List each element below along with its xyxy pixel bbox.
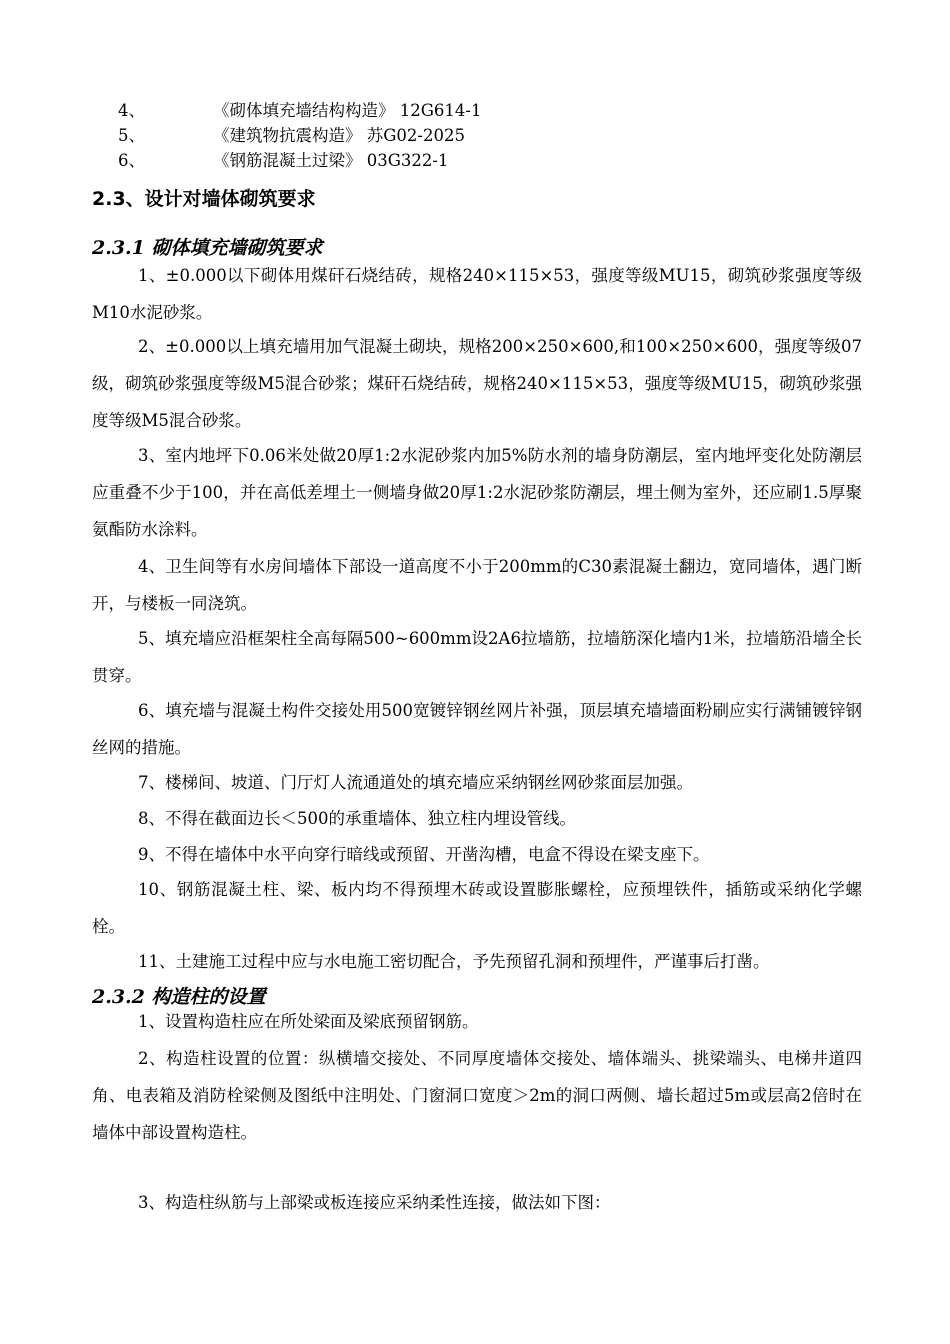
paragraph-item-1: 1、设置构造柱应在所处梁面及梁底预留钢筋。 (138, 1012, 479, 1031)
reference-number: 4、 (118, 101, 145, 120)
paragraph-item-2: 2、±0.000以上填充墙用加气混凝土砌块，规格200×250×600,和100×250×600，强度等级07级，砌筑砂浆强度等级M5混合砂浆；煤矸石烧结砖，规格240×115×53，强度等级MU15，砌筑砂浆强度等级M5混合砂浆。 (92, 337, 862, 430)
paragraph-item-10: 10、钢筋混凝土柱、梁、板内均不得预埋木砖或设置膨胀螺栓，应预埋铁件，插筋或采纳化学螺栓。 (92, 880, 862, 936)
paragraph-item-6: 6、填充墙与混凝土构件交接处用500宽镀锌钢丝网片补强，顶层填充墙墙面粉刷应实行满铺镀锌钢丝网的措施。 (92, 701, 862, 757)
reference-item (118, 151, 449, 171)
reference-number: 6、 (118, 151, 145, 170)
paragraph-item-11: 11、土建施工过程中应与水电施工密切配合，予先预留孔洞和预埋件，严谨事后打凿。 (138, 952, 770, 971)
paragraph-item-8: 8、不得在截面边长＜500的承重墙体、独立柱内埋设管线。 (138, 809, 576, 828)
reference-item (118, 101, 482, 121)
paragraph-item-2: 2、构造柱设置的位置：纵横墙交接处、不同厚度墙体交接处、墙体端头、挑梁端头、电梯井道四角、电表箱及消防栓梁侧及图纸中注明处、门窗洞口宽度＞2m的洞口两侧、墙长超过5m或层高2倍时在墙体中部设置构造柱。 (92, 1049, 862, 1142)
reference-number: 5、 (118, 126, 145, 145)
paragraph-item-3: 3、室内地坪下0.06米处做20厚1:2水泥砂浆内加5%防水剂的墙身防潮层，室内地坪变化处防潮层应重叠不少于100，并在高低差埋土一侧墙身做20厚1:2水泥砂浆防潮层，埋土侧为室外，还应刷1.5厚聚氨酯防水涂料。 (92, 446, 862, 539)
paragraph-item-3: 3、构造柱纵筋与上部梁或板连接应采纳柔性连接，做法如下图： (138, 1193, 611, 1212)
paragraph-item-9: 9、不得在墙体中水平向穿行暗线或预留、开凿沟槽，电盒不得设在梁支座下。 (138, 845, 710, 864)
paragraph-item-1: 1、±0.000以下砌体用煤矸石烧结砖，规格240×115×53，强度等级MU15，砌筑砂浆强度等级M10水泥砂浆。 (92, 266, 862, 322)
section-heading-2-3-1: 2.3.1 砌体填充墙砌筑要求 (92, 237, 323, 259)
paragraph-item-4: 4、卫生间等有水房间墙体下部设一道高度不小于200mm的C30素混凝土翻边，宽同墙体，遇门断开，与楼板一同浇筑。 (92, 557, 862, 613)
paragraph-item-7: 7、楼梯间、坡道、门厅灯人流通道处的填充墙应采纳钢丝网砂浆面层加强。 (138, 773, 693, 792)
reference-item (118, 126, 465, 146)
reference-text: 《砌体填充墙结构构造》 12G614-1 (213, 101, 482, 120)
reference-text: 《钢筋混凝土过梁》 03G322-1 (213, 151, 449, 170)
section-heading-2-3: 2.3、设计对墙体砌筑要求 (92, 188, 316, 210)
reference-text: 《建筑物抗震构造》 苏G02-2025 (213, 126, 465, 145)
section-heading-2-3-2: 2.3.2 构造柱的设置 (92, 986, 266, 1008)
paragraph-item-5: 5、填充墙应沿框架柱全高每隔500~600mm设2A6拉墙筋，拉墙筋深化墙内1米，拉墙筋沿墙全长贯穿。 (92, 629, 862, 685)
